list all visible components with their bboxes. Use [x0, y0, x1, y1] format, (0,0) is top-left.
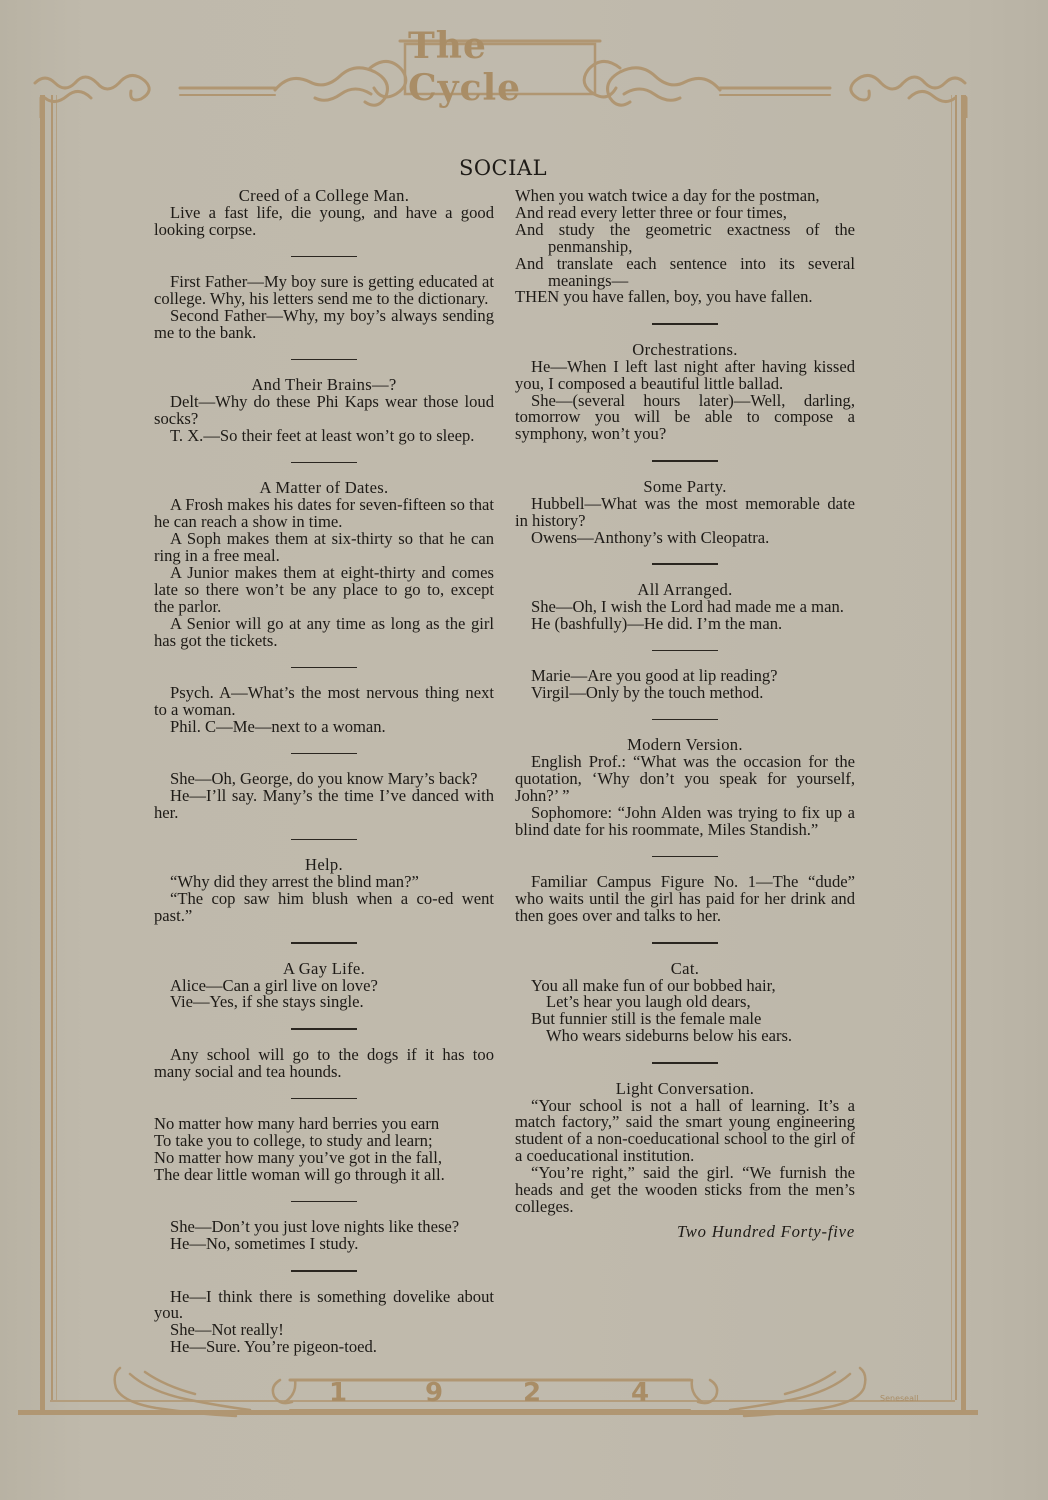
joke-title: Orchestrations.: [632, 339, 738, 359]
separator-rule: [291, 942, 357, 944]
joke-title: Light Conversation.: [615, 1078, 755, 1098]
separator-rule: [291, 753, 357, 755]
joke-title: A Gay Life.: [282, 958, 366, 978]
separator-rule: [652, 323, 718, 325]
year-digit: 4: [630, 1378, 650, 1408]
joke-line: She—Oh, I wish the Lord had made me a man.: [531, 596, 844, 616]
joke-line: He—No, sometimes I study.: [170, 1234, 359, 1254]
separator-rule: [652, 650, 718, 652]
poem-line: And read every letter three or four times,: [515, 202, 787, 222]
joke-text: Any school will go to the dogs if it has too many social and tea hounds.: [154, 1044, 494, 1081]
separator-rule: [291, 1028, 357, 1030]
joke-line: He (bashfully)—He did. I’m the man.: [531, 613, 783, 633]
joke-dovelike: [154, 1286, 494, 1357]
joke-line: Psych. A—What’s the most nervous thing next to a woman.: [154, 683, 494, 719]
year-digit: 9: [424, 1378, 444, 1408]
joke-title: Modern Version.: [627, 735, 743, 755]
poem-title: Cat.: [670, 958, 700, 978]
joke-line: A Frosh makes his dates for seven-fifteen so that he can reach a show in time.: [154, 495, 494, 532]
joke-text: Live a fast life, die young, and have a good looking corpse.: [154, 202, 494, 239]
frame-right-border: [961, 95, 966, 1410]
separator-rule: [291, 667, 357, 669]
separator-rule: [652, 942, 718, 944]
joke-line: He—I think there is something dovelike about you.: [154, 1286, 494, 1323]
poem-cat: [515, 958, 855, 1046]
poem-berries: [154, 1116, 494, 1184]
poem-line: And translate each sentence into its several meanings—: [515, 253, 855, 290]
joke-line: Marie—Are you good at lip reading?: [531, 666, 778, 686]
poem-postman: [515, 188, 855, 306]
joke-line: “Your school is not a hall of learning. It’s a match factory,” said the smart young engineering student of a non-coeducational school to the girl of a coeducational institution.: [515, 1095, 855, 1166]
joke-line: He—When I left last night after having kissed you, I composed a beautiful little ballad.: [515, 356, 855, 393]
separator-rule: [652, 1062, 718, 1064]
joke-george: [154, 771, 494, 822]
separator-rule: [291, 1098, 357, 1100]
frame-right-inner-line: [955, 95, 957, 1400]
frame-left-border: [40, 95, 45, 1410]
footer-scroll-ornament-icon: [30, 1360, 980, 1420]
joke-text: Familiar Campus Figure No. 1—The “dude” who waits until the girl has paid for her drink and then goes over and talks to her.: [515, 872, 855, 926]
joke-title: All Arranged.: [637, 579, 733, 599]
joke-all-arranged: [515, 579, 855, 633]
poem-line: Let’s hear you laugh old dears,: [546, 992, 751, 1012]
separator-rule: [291, 1270, 357, 1272]
joke-line: She—Oh, George, do you know Mary’s back?: [170, 769, 478, 789]
joke-title: Help.: [305, 855, 343, 875]
joke-line: Vie—Yes, if she stays single.: [170, 992, 364, 1012]
separator-rule: [652, 563, 718, 565]
joke-line: Hubbell—What was the most memorable date in history?: [515, 493, 855, 530]
page-number: Two Hundred Forty-five: [677, 1221, 855, 1241]
joke-modern-version: [515, 737, 855, 838]
joke-fathers: [154, 274, 494, 342]
joke-psych: [154, 685, 494, 736]
separator-rule: [291, 839, 357, 841]
poem-line: The dear little woman will go through it all.: [154, 1164, 445, 1184]
poem-line: THEN you have fallen, boy, you have fallen.: [515, 287, 813, 307]
frame-left-inner-line: [51, 95, 53, 1400]
poem-line: Who wears sideburns below his ears.: [546, 1026, 793, 1046]
right-column: [515, 188, 855, 1257]
joke-line: He—I’ll say. Many’s the time I’ve danced with her.: [154, 786, 494, 823]
separator-rule: [652, 856, 718, 858]
joke-creed: [154, 188, 494, 239]
poem-line: To take you to college, to study and learn;: [154, 1131, 433, 1151]
joke-line: Second Father—Why, my boy’s always sending me to the bank.: [154, 306, 494, 342]
joke-line: First Father—My boy sure is getting educated at college. Why, his letters send me to the dictionary.: [154, 272, 494, 309]
section-title: SOCIAL: [458, 156, 548, 180]
poem-line: No matter how many hard berries you earn: [154, 1114, 440, 1134]
separator-rule: [291, 256, 357, 258]
joke-brains: [154, 377, 494, 445]
left-column: [154, 188, 494, 1356]
joke-line: Delt—Why do these Phi Kaps wear those loud socks?: [154, 392, 494, 429]
joke-dates: [154, 480, 494, 649]
joke-line: “Why did they arrest the blind man?”: [170, 872, 419, 892]
joke-lip-reading: [515, 668, 855, 702]
joke-campus-figure: [515, 874, 855, 925]
joke-line: Alice—Can a girl live on love?: [170, 975, 378, 995]
joke-line: She—Not really!: [170, 1320, 284, 1340]
joke-title: A Matter of Dates.: [259, 478, 389, 498]
joke-line: “You’re right,” said the girl. “We furnish the heads and get the wooden sticks from the men’s colleges.: [515, 1163, 855, 1216]
joke-light-conversation: [515, 1078, 855, 1216]
joke-dogs: [154, 1044, 494, 1081]
joke-orchestrations: [515, 339, 855, 444]
joke-title: And Their Brains—?: [251, 375, 397, 395]
joke-line: A Senior will go at any time as long as the girl has got the tickets.: [154, 613, 494, 650]
joke-help: [154, 857, 494, 925]
separator-rule: [291, 462, 357, 464]
masthead-title: The Cycle: [408, 25, 522, 109]
joke-gay-life: [154, 958, 494, 1012]
joke-line: Sophomore: “John Alden was trying to fix up a blind date for his roommate, Miles Standish.”: [515, 803, 855, 839]
poem-line: No matter how many you’ve got in the fall,: [154, 1147, 443, 1167]
joke-line: He—Sure. You’re pigeon-toed.: [170, 1337, 377, 1357]
joke-line: Virgil—Only by the touch method.: [531, 683, 764, 703]
joke-line: A Junior makes them at eight-thirty and comes late so there won’t be any place to go to, except the parlor.: [154, 563, 494, 616]
joke-title: Some Party.: [643, 476, 727, 496]
separator-rule: [291, 359, 357, 361]
separator-rule: [652, 719, 718, 721]
joke-some-party: [515, 476, 855, 547]
joke-line: A Soph makes them at six-thirty so that he can ring in a free meal.: [154, 529, 494, 566]
year-digit: 2: [522, 1378, 542, 1408]
joke-line: She—(several hours later)—Well, darling, tomorrow you will be able to compose a symphony, won’t you?: [515, 390, 855, 444]
poem-line: But funnier still is the female male: [531, 1009, 762, 1029]
joke-line: She—Don’t you just love nights like these?: [170, 1217, 460, 1237]
poem-line: You all make fun of our bobbed hair,: [531, 975, 776, 995]
joke-line: English Prof.: “What was the occasion for the quotation, ‘Why don’t you speak for yourself, John?’ ”: [515, 752, 855, 806]
joke-line: “The cop saw him blush when a co-ed went past.”: [154, 889, 494, 926]
poem-line: When you watch twice a day for the postman,: [515, 186, 820, 205]
artist-signature: Seneseall: [880, 1394, 919, 1403]
joke-nights: [154, 1219, 494, 1253]
year-digit: 1: [328, 1378, 348, 1408]
poem-line: And study the geometric exactness of the penmanship,: [515, 219, 855, 256]
joke-title: Creed of a College Man.: [238, 186, 410, 205]
joke-line: Owens—Anthony’s with Cleopatra.: [531, 527, 770, 547]
joke-line: T. X.—So their feet at least won’t go to sleep.: [170, 426, 475, 446]
separator-rule: [291, 1201, 357, 1203]
frame-left-inner-line-thin: [56, 95, 57, 1400]
frame-right-inner-line-thin: [951, 95, 952, 1400]
separator-rule: [652, 460, 718, 462]
joke-line: Phil. C—Me—next to a woman.: [170, 716, 386, 736]
